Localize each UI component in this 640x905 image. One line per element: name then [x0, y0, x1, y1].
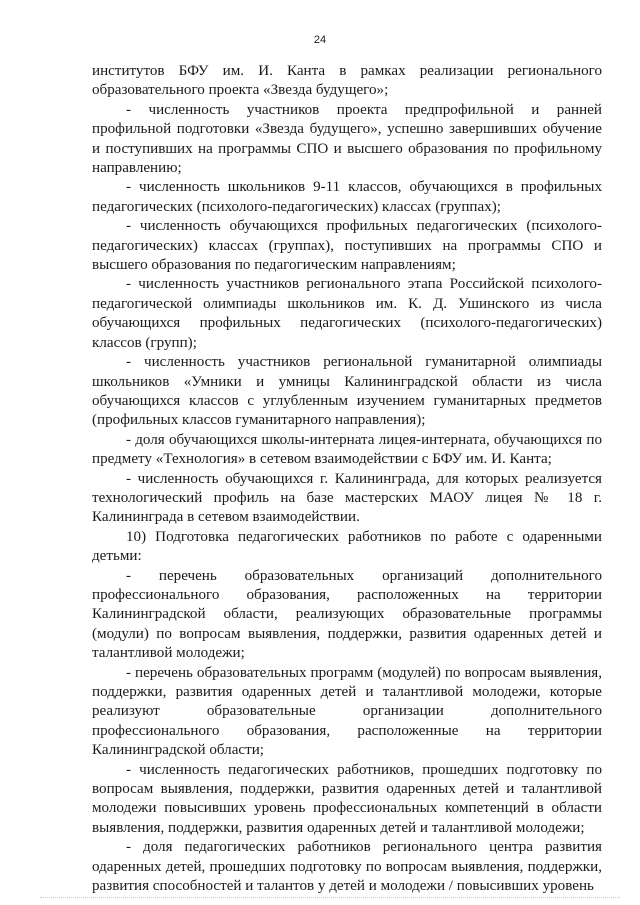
list-item-programs-list: - перечень образовательных программ (модулей) по вопросам выявления, поддержки, развития одаренных детей и талантливой молодежи, которые реализуют образовательные организации дополнительного профессионального образования, расположенные на территории Калининградской области;	[92, 664, 602, 759]
list-item-pedagogical-class-students: - численность школьников 9-11 классов, обучающихся в профильных педагогических (психолого-педагогических) классах (группах);	[92, 179, 602, 215]
list-item-organizations-list: - перечень образовательных организаций дополнительного профессионального образования, расположенных на территории Калининградской области, реализующих образовательные программы (модули) по вопросам выявления, поддержки, развития одаренных детей и талантливой молодежи;	[92, 567, 602, 662]
scan-edge-divider	[40, 897, 620, 899]
list-item-pedagogical-class-admissions: - численность обучающихся профильных педагогических (психолого-педагогических) классах (группах), поступивших на программы СПО и высшего образования по педагогическим направлениям;	[92, 218, 602, 274]
list-item-humanities-olympiad: - численность участников региональной гуманитарной олимпиады школьников «Умники и умницы Калининградской области из числа обучающихся классов с углубленным изучением гуманитарных предметов (профильных классов гуманитарного направления);	[92, 354, 602, 429]
list-item-ushinsky-olympiad: - численность участников регионального этапа Российской психолого-педагогической олимпиады школьников им. К. Д. Ушинского из числа обучающихся профильных педагогических (психолого-педагогических) классов (групп);	[92, 276, 602, 351]
document-body	[92, 62, 602, 896]
section-heading-teacher-training: 10) Подготовка педагогических работников по работе с одаренными детьми:	[92, 528, 602, 565]
list-item-lyceum-technology-share: - доля обучающихся школы-интерната лицея-интерната, обучающихся по предмету «Технология» в сетевом взаимодействии с БФУ им. И. Канта;	[92, 431, 602, 468]
list-item-trained-teachers-count: - численность педагогических работников, прошедших подготовку по вопросам выявления, поддержки, развития одаренных детей и талантливой молодежи повысивших уровень профессиональных компетенций в области выявления, поддержки, развития одаренных детей и талантливой молодежи;	[92, 761, 602, 836]
page-number: 24	[313, 34, 327, 46]
list-item-trained-teachers-share: - доля педагогических работников регионального центра развития одаренных детей, прошедших подготовку по вопросам выявления, поддержки, развития способностей и талантов у детей и молодежи / повысивших уровень	[92, 839, 602, 895]
list-item-technology-profile: - численность обучающихся г. Калининграда, для которых реализуется технологический профиль на базе мастерских МАОУ лицея № 18 г. Калининграда в сетевом взаимодействии.	[92, 470, 602, 526]
paragraph-continuation: институтов БФУ им. И. Канта в рамках реализации регионального образовательного проекта «Звезда будущего»;	[92, 63, 602, 99]
list-item-star-of-future-graduates: - численность участников проекта предпрофильной и ранней профильной подготовки «Звезда будущего», успешно завершивших обучение и поступивших на программы СПО и высшего образования по профильному направлению;	[92, 101, 602, 177]
